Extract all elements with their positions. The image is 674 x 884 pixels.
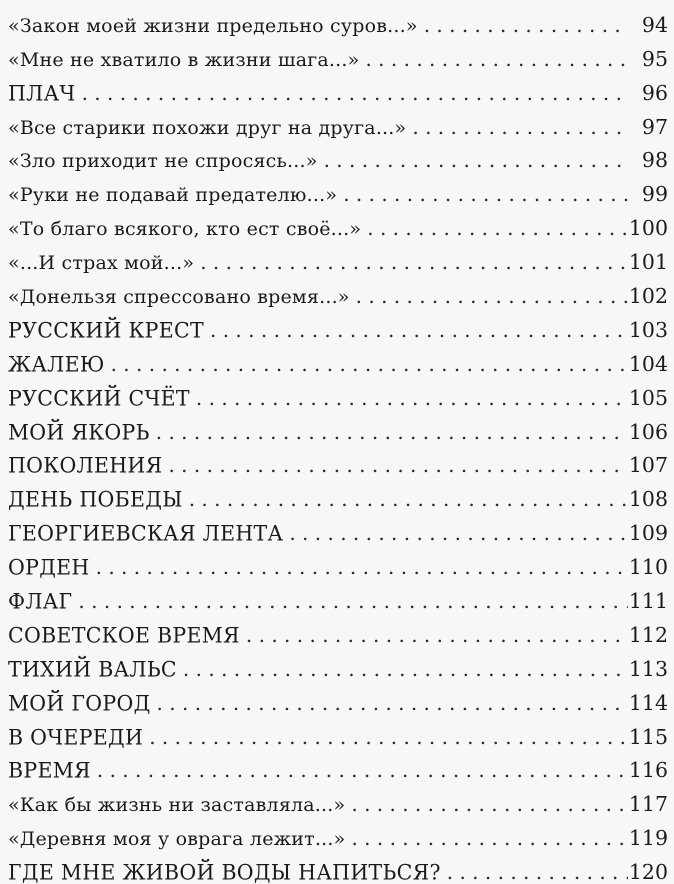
entry-page-number: 114 [628, 690, 668, 715]
entry-page-number: 117 [628, 792, 668, 817]
entry-title: РУССКИЙ КРЕСТ [8, 317, 204, 342]
entry-title: ОРДЕН [8, 554, 90, 580]
toc-entry [8, 545, 668, 579]
entry-title: «Как бы жизнь ни заставляла...» [8, 794, 346, 817]
entry-title: ПОКОЛЕНИЯ [8, 452, 163, 478]
entry-title: ФЛАГ [8, 588, 73, 614]
toc-entry [8, 3, 668, 37]
toc-entry [8, 105, 668, 139]
toc-entry [8, 139, 668, 173]
entry-title: ВРЕМЯ [8, 758, 91, 783]
entry-page-number: 119 [628, 826, 668, 851]
entry-title: МОЙ ГОРОД [8, 690, 151, 715]
entry-page-number: 113 [628, 656, 668, 681]
toc-entry [8, 681, 668, 715]
toc-entry [8, 782, 668, 816]
dot-leader [240, 623, 628, 647]
entry-page-number: 115 [628, 724, 668, 749]
dot-leader [143, 725, 628, 749]
entry-title: «То благо всякого, кто ест своё...» [8, 218, 362, 241]
dot-leader [194, 250, 628, 274]
toc-entry [8, 477, 668, 511]
entry-page-number: 102 [628, 284, 668, 309]
entry-page-number: 109 [628, 521, 668, 546]
entry-title: МОЙ ЯКОРЬ [8, 419, 150, 444]
dot-leader [76, 81, 628, 105]
dot-leader [162, 453, 628, 477]
toc-entry [8, 715, 668, 749]
toc-entry [8, 613, 668, 647]
entry-page-number: 103 [628, 317, 668, 342]
dot-leader [150, 420, 628, 444]
toc-entry [8, 579, 668, 613]
dot-leader [337, 182, 628, 206]
entry-title: «Донельзя спрессовано время...» [8, 286, 350, 309]
dot-leader [91, 758, 628, 782]
toc-entry [8, 410, 668, 444]
dot-leader [183, 487, 628, 511]
dot-leader [90, 555, 628, 579]
entry-page-number: 116 [628, 758, 668, 783]
toc-entry [8, 444, 668, 478]
entry-page-number: 120 [628, 860, 668, 884]
dot-leader [350, 284, 628, 308]
dot-leader [72, 589, 628, 613]
dot-leader [190, 386, 628, 410]
entry-title: ПЛАЧ [8, 80, 76, 105]
entry-page-number: 105 [628, 385, 668, 410]
toc-entry [8, 850, 668, 884]
toc-entry [8, 71, 668, 105]
dot-leader [345, 826, 628, 850]
table-of-contents [8, 3, 668, 884]
entry-title: СОВЕТСКОЕ ВРЕМЯ [8, 622, 240, 647]
dot-leader [361, 216, 628, 240]
toc-entry [8, 342, 668, 376]
toc-entry [8, 816, 668, 850]
entry-page-number: 101 [628, 250, 668, 275]
toc-entry [8, 511, 668, 545]
dot-leader [359, 47, 628, 71]
entry-title: В ОЧЕРЕДИ [8, 724, 144, 749]
toc-entry [8, 274, 668, 308]
entry-page-number: 95 [641, 46, 668, 71]
entry-title: «Закон моей жизни предельно суров...» [8, 14, 418, 37]
dot-leader [345, 792, 628, 816]
dot-leader [318, 148, 628, 172]
entry-page-number: 112 [628, 622, 668, 647]
toc-entry [8, 308, 668, 342]
toc-entry [8, 206, 668, 240]
entry-title: ТИХИЙ ВАЛЬС [8, 656, 177, 681]
entry-title: «Руки не подавай предателю...» [8, 184, 338, 207]
entry-title: ДЕНЬ ПОБЕДЫ [8, 486, 183, 512]
entry-page-number: 99 [641, 182, 668, 207]
entry-page-number: 97 [641, 114, 668, 139]
toc-entry [8, 240, 668, 274]
entry-page-number: 94 [641, 12, 668, 37]
dot-leader [441, 860, 628, 884]
entry-title: «Зло приходит не спросясь...» [8, 150, 318, 173]
toc-entry [8, 749, 668, 783]
entry-page-number: 108 [628, 487, 668, 512]
toc-entry [8, 37, 668, 71]
entry-page-number: 110 [628, 555, 668, 580]
entry-title: «...И страх мой...» [8, 252, 195, 275]
dot-leader [204, 318, 628, 342]
entry-title: ГЕОРГИЕВСКАЯ ЛЕНТА [8, 520, 284, 546]
dot-leader [418, 13, 628, 37]
entry-page-number: 106 [628, 419, 668, 444]
entry-page-number: 111 [628, 589, 668, 614]
dot-leader [406, 115, 628, 139]
toc-entry [8, 647, 668, 681]
dot-leader [105, 352, 628, 376]
entry-title: ГДЕ МНЕ ЖИВОЙ ВОДЫ НАПИТЬСЯ? [8, 859, 441, 884]
entry-title: РУССКИЙ СЧЁТ [8, 385, 190, 410]
entry-page-number: 104 [628, 351, 668, 376]
dot-leader [151, 691, 628, 715]
entry-page-number: 98 [641, 148, 668, 173]
entry-page-number: 107 [628, 453, 668, 478]
entry-title: «Мне не хватило в жизни шага...» [8, 48, 360, 71]
toc-entry [8, 172, 668, 206]
entry-title: «Все старики похожи друг на друга...» [8, 116, 407, 139]
entry-page-number: 96 [641, 80, 668, 105]
entry-title: «Деревня моя у оврага лежит...» [8, 828, 346, 851]
dot-leader [283, 521, 628, 545]
entry-page-number: 100 [628, 216, 668, 241]
dot-leader [177, 657, 628, 681]
toc-entry [8, 376, 668, 410]
entry-title: ЖАЛЕЮ [8, 351, 105, 376]
